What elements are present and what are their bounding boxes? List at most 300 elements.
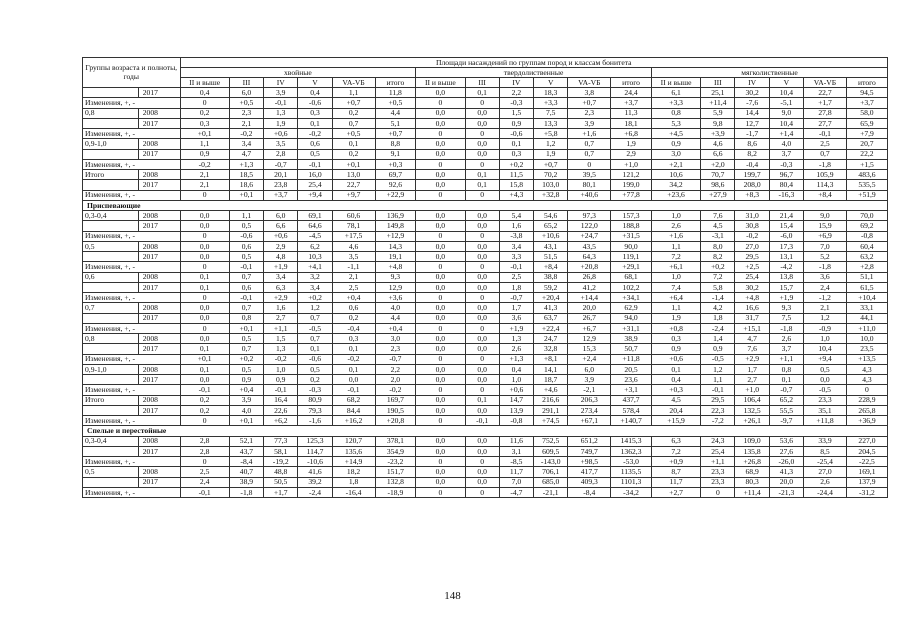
table-cell: +1,9	[769, 293, 803, 303]
table-cell: 6,0	[229, 88, 263, 98]
table-cell: -1,7	[735, 129, 769, 139]
row-group-label	[83, 446, 139, 456]
table-cell: +13,5	[846, 354, 887, 364]
table-cell: 378,1	[375, 436, 416, 446]
table-cell: 0,0	[416, 241, 465, 251]
table-cell: 0	[416, 293, 465, 303]
table-cell: 5,3	[651, 118, 700, 128]
table-cell: 0,0	[416, 149, 465, 159]
change-row	[83, 159, 888, 169]
table-cell: 409,3	[568, 477, 611, 487]
table-cell: 7,4	[651, 282, 700, 292]
table-cell: 9,8	[701, 118, 735, 128]
table-cell: 0,0	[465, 344, 499, 354]
table-cell: 20,5	[611, 364, 652, 374]
change-row	[83, 323, 888, 333]
table-cell: 52,1	[229, 436, 263, 446]
table-cell: 5,4	[499, 211, 533, 221]
row-year: 2017	[138, 344, 180, 354]
table-row	[83, 282, 888, 292]
row-year: 2008	[138, 241, 180, 251]
table-cell: 10,4	[769, 118, 803, 128]
table-cell: -0,1	[804, 129, 847, 139]
table-cell: 22,7	[332, 180, 375, 190]
table-cell: +1,1	[769, 354, 803, 364]
table-cell: +26,8	[735, 457, 769, 467]
table-cell: 437,7	[611, 395, 652, 405]
table-cell: 18,1	[611, 118, 652, 128]
table-cell: 17,3	[769, 241, 803, 251]
table-cell: 0,0	[416, 272, 465, 282]
table-cell: 6,0	[264, 211, 298, 221]
table-cell: 0	[416, 231, 465, 241]
row-group-label: Итого	[83, 170, 139, 180]
table-cell: 0	[465, 262, 499, 272]
table-cell: +40,6	[568, 190, 611, 200]
table-cell: 114,7	[298, 446, 332, 456]
table-cell: 30,2	[735, 88, 769, 98]
table-cell: 7,2	[701, 272, 735, 282]
table-cell: 80,9	[298, 395, 332, 405]
table-cell: -1,8	[804, 159, 847, 169]
table-cell: -1,4	[701, 293, 735, 303]
table-cell: 0,0	[465, 364, 499, 374]
table-cell: 27,7	[804, 118, 847, 128]
table-cell: 23,3	[701, 477, 735, 487]
table-cell: +6,9	[804, 231, 847, 241]
table-cell: 51,1	[846, 272, 887, 282]
table-cell: -0,1	[298, 159, 332, 169]
table-cell: +1,6	[651, 231, 700, 241]
table-cell: 38,8	[534, 272, 568, 282]
table-cell: +9,4	[298, 190, 332, 200]
table-cell: 25,4	[701, 446, 735, 456]
table-cell: 9,3	[375, 272, 416, 282]
table-cell: 1,8	[701, 313, 735, 323]
table-cell: 2,3	[375, 344, 416, 354]
table-cell: 0,0	[416, 467, 465, 477]
table-cell: 69,2	[846, 221, 887, 231]
table-cell: +3,7	[846, 98, 887, 108]
table-cell: +3,9	[701, 129, 735, 139]
table-cell: 3,0	[375, 334, 416, 344]
table-cell: 33,1	[846, 303, 887, 313]
table-cell: 0,0	[465, 272, 499, 282]
table-cell: 0,5	[298, 364, 332, 374]
table-cell: 0	[465, 129, 499, 139]
change-row	[83, 416, 888, 426]
table-cell: -4,7	[499, 487, 533, 497]
table-cell: 0,0	[416, 108, 465, 118]
table-cell: 22,6	[264, 405, 298, 415]
table-row	[83, 139, 888, 149]
table-cell: 20,1	[264, 170, 298, 180]
table-cell: 0,0	[465, 334, 499, 344]
table-cell: +0,7	[375, 129, 416, 139]
table-cell: 23,6	[611, 375, 652, 385]
table-cell: 7,5	[769, 313, 803, 323]
table-cell: 0,0	[416, 252, 465, 262]
table-cell: 2,2	[375, 364, 416, 374]
table-cell: 2,5	[804, 139, 847, 149]
row-label: Изменения, +, -	[83, 457, 181, 467]
table-cell: 0,0	[416, 405, 465, 415]
table-cell: 0	[180, 323, 229, 333]
table-cell: 20,4	[651, 405, 700, 415]
table-cell: 169,7	[375, 395, 416, 405]
table-cell: 7,6	[735, 344, 769, 354]
table-cell: +0,4	[332, 293, 375, 303]
table-cell: 0,7	[298, 313, 332, 323]
table-cell: 8,7	[651, 467, 700, 477]
table-cell: -16,3	[769, 190, 803, 200]
table-cell: 2,4	[804, 282, 847, 292]
table-cell: 0,1	[180, 272, 229, 282]
table-cell: 0,0	[465, 108, 499, 118]
table-cell: +24,7	[568, 231, 611, 241]
table-cell: +14,4	[568, 293, 611, 303]
table-cell: +1,5	[846, 159, 887, 169]
table-cell: 1,0	[651, 211, 700, 221]
table-cell: 2,8	[264, 149, 298, 159]
row-group-label	[83, 180, 139, 190]
table-cell: +1,9	[499, 323, 533, 333]
table-cell: 0,0	[465, 252, 499, 262]
table-cell: 0,6	[229, 241, 263, 251]
row-year: 2008	[138, 272, 180, 282]
table-cell: 0,0	[180, 313, 229, 323]
table-cell: 22,7	[804, 88, 847, 98]
table-cell: 0,1	[180, 344, 229, 354]
table-cell: 11,6	[499, 436, 533, 446]
table-row	[83, 334, 888, 344]
table-cell: -16,4	[332, 487, 375, 497]
table-cell: 27,8	[804, 108, 847, 118]
table-cell: 2,1	[332, 272, 375, 282]
table-cell: 0,0	[416, 446, 465, 456]
table-cell: 96,7	[769, 170, 803, 180]
table-cell: +6,7	[568, 323, 611, 333]
table-cell: 1,1	[332, 88, 375, 98]
table-cell: 68,9	[735, 467, 769, 477]
table-cell: 1,0	[804, 334, 847, 344]
table-cell: 0	[568, 159, 611, 169]
table-cell: +16,2	[332, 416, 375, 426]
table-cell: 6,3	[264, 282, 298, 292]
table-row	[83, 252, 888, 262]
table-cell: +2,5	[735, 262, 769, 272]
table-cell: +1,0	[611, 159, 652, 169]
table-cell: +51,9	[846, 190, 887, 200]
table-cell: 4,0	[375, 303, 416, 313]
table-cell: +1,3	[499, 354, 533, 364]
table-row	[83, 108, 888, 118]
bonitet-class-header: VA-VБ	[332, 78, 375, 88]
table-cell: 6,1	[651, 88, 700, 98]
table-cell: 3,9	[568, 118, 611, 128]
table-cell: -0,1	[180, 487, 229, 497]
table-cell: 68,2	[332, 395, 375, 405]
table-cell: 0,0	[416, 139, 465, 149]
table-cell: -9,7	[769, 416, 803, 426]
table-cell: 1,8	[499, 282, 533, 292]
table-cell: 0,5	[229, 252, 263, 262]
table-cell: 1,3	[264, 344, 298, 354]
table-cell: 0,1	[769, 375, 803, 385]
row-year: 2017	[138, 252, 180, 262]
table-cell: 0	[465, 354, 499, 364]
table-header	[83, 58, 888, 88]
table-cell: +0,2	[229, 354, 263, 364]
table-cell: 0	[416, 262, 465, 272]
row-group-label: 0,6	[83, 272, 139, 282]
table-cell: 65,9	[846, 118, 887, 128]
table-cell: 11,7	[499, 467, 533, 477]
bonitet-class-header: II и выше	[416, 78, 465, 88]
table-cell: 4,0	[229, 405, 263, 415]
table-cell: 2,8	[180, 436, 229, 446]
table-cell: 27,0	[804, 467, 847, 477]
table-cell: 13,3	[534, 118, 568, 128]
table-cell: 3,4	[264, 272, 298, 282]
forest-area-table	[82, 57, 888, 498]
table-cell: -0,4	[332, 323, 375, 333]
table-cell: 0,1	[465, 88, 499, 98]
table-cell: 0,4	[180, 88, 229, 98]
table-cell: 0,0	[416, 313, 465, 323]
row-label: Изменения, +, -	[83, 231, 181, 241]
table-cell: 0,0	[465, 221, 499, 231]
table-cell: -1,1	[332, 262, 375, 272]
table-cell: -2,1	[568, 385, 611, 395]
table-cell: +1,1	[701, 457, 735, 467]
table-cell: 0,0	[416, 364, 465, 374]
table-cell: 69,1	[298, 211, 332, 221]
table-cell: +6,2	[264, 416, 298, 426]
table-cell: 3,9	[229, 395, 263, 405]
table-cell: -0,2	[375, 385, 416, 395]
table-cell: +77,8	[611, 190, 652, 200]
table-cell: 7,2	[651, 446, 700, 456]
change-row	[83, 457, 888, 467]
table-cell: 24,7	[534, 334, 568, 344]
change-row	[83, 262, 888, 272]
table-cell: 0	[465, 293, 499, 303]
row-label: Изменения, +, -	[83, 98, 181, 108]
table-cell: 4,7	[229, 149, 263, 159]
table-cell: 9,3	[769, 303, 803, 313]
table-cell: -23,2	[375, 457, 416, 467]
table-row	[83, 395, 888, 405]
table-cell: 43,7	[229, 446, 263, 456]
table-cell: 38,9	[611, 334, 652, 344]
table-cell: 535,5	[846, 180, 887, 190]
table-cell: 11,7	[651, 477, 700, 487]
table-cell: 0,6	[229, 282, 263, 292]
table-cell: 1,1	[701, 375, 735, 385]
table-cell: 149,8	[375, 221, 416, 231]
table-cell: 122,0	[568, 221, 611, 231]
table-cell: 27,6	[769, 446, 803, 456]
table-cell: -0,6	[499, 129, 533, 139]
table-cell: 80,4	[769, 180, 803, 190]
table-cell: +1,7	[804, 98, 847, 108]
table-cell: 18,3	[534, 88, 568, 98]
table-cell: 94,5	[846, 88, 887, 98]
table-cell: 0,1	[298, 344, 332, 354]
table-cell: 1,6	[499, 221, 533, 231]
table-cell: 0,5	[229, 334, 263, 344]
table-cell: 4,5	[651, 395, 700, 405]
table-cell: 25,4	[298, 180, 332, 190]
table-cell: 0	[180, 98, 229, 108]
table-cell: -7,6	[735, 98, 769, 108]
table-cell: 20,7	[846, 139, 887, 149]
table-cell: 0	[416, 457, 465, 467]
table-cell: 68,1	[611, 272, 652, 282]
table-cell: 23,3	[701, 467, 735, 477]
table-cell: -26,0	[769, 457, 803, 467]
table-cell: 137,9	[846, 477, 887, 487]
bonitet-class-header: II и выше	[651, 78, 700, 88]
table-cell: 80,3	[735, 477, 769, 487]
row-group-label	[83, 118, 139, 128]
table-cell: 24,3	[701, 436, 735, 446]
table-cell: 0,7	[568, 139, 611, 149]
table-cell: -0,5	[701, 354, 735, 364]
row-year: 2008	[138, 364, 180, 374]
table-cell: -18,9	[375, 487, 416, 497]
table-row	[83, 467, 888, 477]
row-year: 2017	[138, 282, 180, 292]
change-row	[83, 190, 888, 200]
species-group-header: твердолиственные	[416, 68, 652, 78]
table-row	[83, 118, 888, 128]
table-cell: 2,5	[332, 282, 375, 292]
table-cell: 1,2	[804, 313, 847, 323]
table-cell: 1,7	[499, 303, 533, 313]
table-cell: 38,9	[229, 477, 263, 487]
table-cell: -0,4	[735, 159, 769, 169]
table-cell: 0,9	[499, 118, 533, 128]
table-cell: +34,1	[611, 293, 652, 303]
row-year: 2008	[138, 334, 180, 344]
table-cell: 59,2	[534, 282, 568, 292]
table-cell: 1,0	[499, 375, 533, 385]
bonitet-class-header: II и выше	[180, 78, 229, 88]
table-cell: -0,5	[804, 385, 847, 395]
table-cell: -10,6	[298, 457, 332, 467]
section-title: Спелые и перестойные	[83, 426, 888, 436]
table-cell: 0,7	[229, 303, 263, 313]
table-cell: 40,7	[229, 467, 263, 477]
table-cell: -8,5	[499, 457, 533, 467]
table-cell: 7,5	[534, 108, 568, 118]
table-cell: 39,5	[568, 170, 611, 180]
table-cell: -34,2	[611, 487, 652, 497]
table-cell: -0,7	[375, 354, 416, 364]
table-cell: +0,5	[229, 98, 263, 108]
table-cell: 0,8	[651, 108, 700, 118]
table-cell: 0,0	[465, 303, 499, 313]
table-cell: 31,0	[735, 211, 769, 221]
table-cell: 0	[180, 293, 229, 303]
table-cell: 2,0	[375, 375, 416, 385]
table-main-title: Площади насаждений по группам пород и классам бонитета	[180, 58, 887, 68]
table-cell: +31,5	[611, 231, 652, 241]
table-cell: +1,3	[229, 159, 263, 169]
table-cell: 6,0	[568, 364, 611, 374]
table-cell: +17,5	[332, 231, 375, 241]
table-cell: 1,7	[735, 364, 769, 374]
table-cell: 4,3	[846, 375, 887, 385]
table-cell: +98,5	[568, 457, 611, 467]
table-cell: 0	[465, 190, 499, 200]
row-group-label	[83, 252, 139, 262]
table-cell: 22,2	[846, 149, 887, 159]
table-cell: 24,4	[611, 88, 652, 98]
table-cell: -0,3	[769, 159, 803, 169]
table-cell: +2,0	[701, 159, 735, 169]
table-cell: 1,3	[264, 108, 298, 118]
table-cell: 3,9	[264, 88, 298, 98]
table-cell: 0,2	[332, 149, 375, 159]
table-cell: -8,4	[568, 487, 611, 497]
table-cell: +14,9	[332, 457, 375, 467]
table-cell: 1362,3	[611, 446, 652, 456]
table-cell: 4,4	[375, 108, 416, 118]
table-cell: +0,1	[229, 323, 263, 333]
table-cell: 0,0	[465, 436, 499, 446]
row-year: 2008	[138, 395, 180, 405]
table-cell: -19,2	[264, 457, 298, 467]
table-cell: 1,0	[651, 272, 700, 282]
table-cell: +1,0	[735, 385, 769, 395]
table-cell: 14,1	[534, 364, 568, 374]
table-cell: 65,2	[534, 221, 568, 231]
table-cell: 0,0	[180, 334, 229, 344]
table-cell: +8,3	[735, 190, 769, 200]
table-cell: 0,0	[465, 467, 499, 477]
table-cell: 11,8	[375, 88, 416, 98]
table-cell: 63,7	[534, 313, 568, 323]
table-cell: +0,1	[180, 129, 229, 139]
table-cell: 0,0	[416, 221, 465, 231]
bonitet-class-header: IV	[264, 78, 298, 88]
table-cell: +0,7	[332, 98, 375, 108]
row-group-label: 0,3-0,4	[83, 211, 139, 221]
table-cell: +2,8	[846, 262, 887, 272]
table-cell: +0,6	[499, 385, 533, 395]
table-cell: 169,1	[846, 467, 887, 477]
table-cell: 651,2	[568, 436, 611, 446]
table-cell: 0,9	[651, 344, 700, 354]
table-cell: 0	[701, 487, 735, 497]
table-cell: 0,3	[499, 149, 533, 159]
table-cell: +4,8	[375, 262, 416, 272]
table-cell: +4,8	[735, 293, 769, 303]
table-cell: 50,7	[611, 344, 652, 354]
table-cell: 18,2	[332, 467, 375, 477]
table-cell: +2,9	[735, 354, 769, 364]
table-cell: 0	[465, 323, 499, 333]
table-cell: 0	[416, 354, 465, 364]
table-cell: 0,0	[465, 405, 499, 415]
table-cell: -0,1	[332, 385, 375, 395]
table-cell: 23,3	[804, 395, 847, 405]
table-cell: 0,9	[264, 375, 298, 385]
table-cell: 41,3	[534, 303, 568, 313]
